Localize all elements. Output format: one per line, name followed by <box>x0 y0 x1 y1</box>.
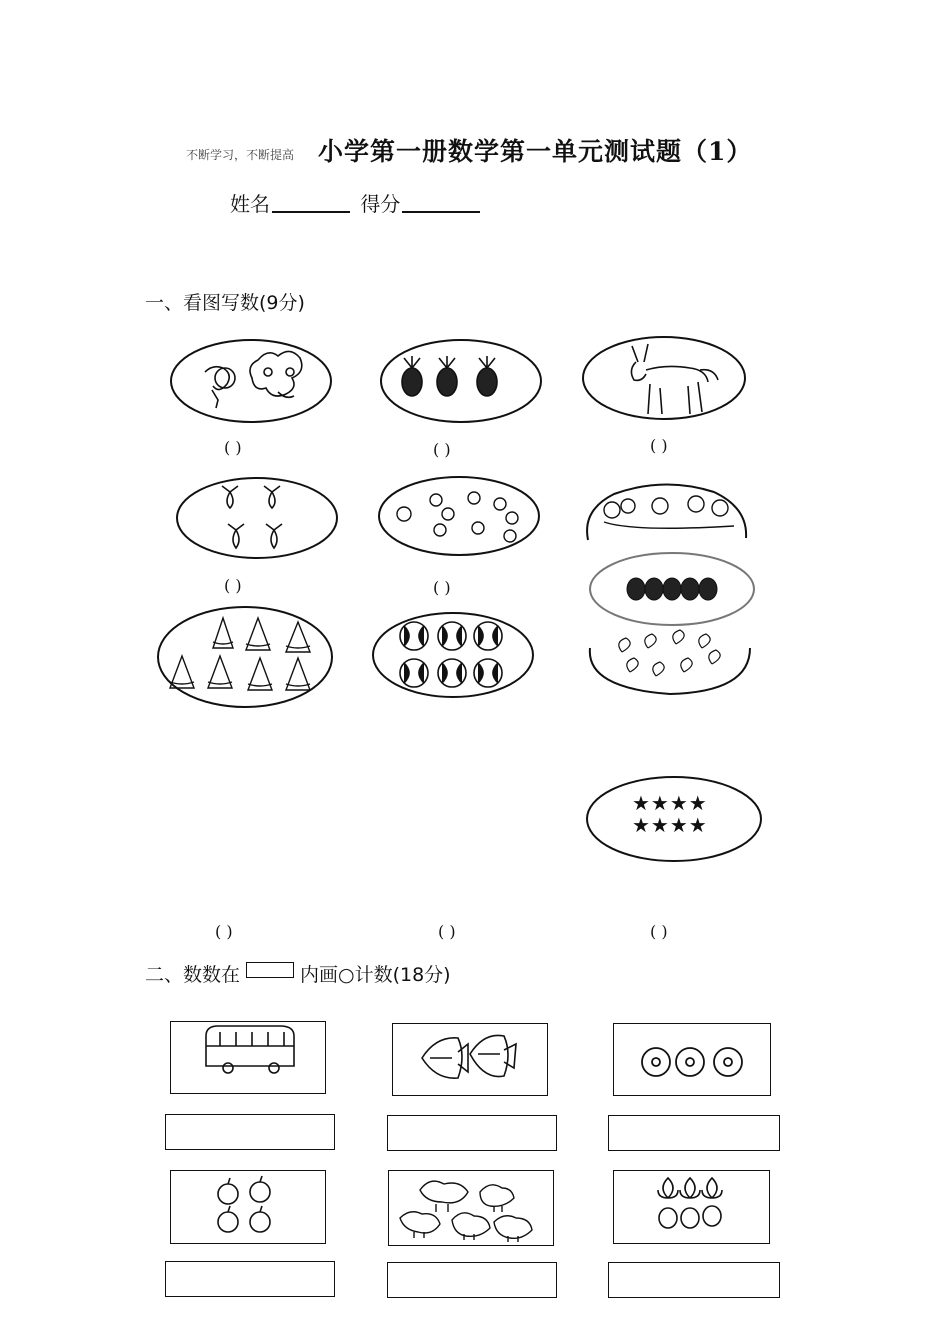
answer-paren[interactable]: ( ) <box>650 436 668 455</box>
corn-icon <box>177 478 337 558</box>
picture-box-peach <box>613 1170 770 1244</box>
inline-box <box>246 962 294 978</box>
star-group <box>632 792 708 836</box>
answer-paren[interactable]: ( ) <box>433 578 451 597</box>
answer-paren[interactable]: ( ) <box>438 922 456 941</box>
brush-icon <box>158 607 332 707</box>
answer-paren[interactable]: ( ) <box>224 576 242 595</box>
section2-heading <box>145 960 451 987</box>
children-icon <box>587 484 746 540</box>
butterfly-icon <box>171 340 331 422</box>
section1-heading: 一、看图写数(9分) <box>145 292 305 314</box>
ball-icon <box>373 613 533 697</box>
pineapple-icon <box>381 340 541 422</box>
section2-heading-before: 二、数数在 <box>145 964 241 986</box>
picture-box-flower <box>613 1023 771 1096</box>
page-title: 小学第一册数学第一单元测试题（1） <box>318 137 753 166</box>
picture-box-bus <box>170 1021 326 1094</box>
picture-box-apple <box>170 1170 326 1244</box>
answer-paren[interactable]: ( ) <box>224 438 242 457</box>
answer-box[interactable] <box>608 1262 780 1298</box>
answer-box[interactable] <box>608 1115 780 1151</box>
star-row-1: ★★★★ <box>632 791 708 815</box>
picture-box-chicken <box>388 1170 554 1246</box>
answer-paren[interactable]: ( ) <box>433 440 451 459</box>
section2-heading-after: 内画○计数(18分) <box>300 964 451 986</box>
answer-box[interactable] <box>387 1115 557 1151</box>
header-note: 不断学习，不断提高 <box>186 148 295 162</box>
score-label: 得分 <box>360 192 401 216</box>
pear-icon <box>590 630 750 694</box>
coin-icon <box>590 553 754 625</box>
star-row-2: ★★★★ <box>632 813 708 837</box>
answer-box[interactable] <box>165 1261 335 1297</box>
snail-icon <box>379 477 539 555</box>
answer-box[interactable] <box>387 1262 557 1298</box>
answer-box[interactable] <box>165 1114 335 1150</box>
name-label: 姓名 <box>230 192 270 216</box>
answer-paren[interactable]: ( ) <box>650 922 668 941</box>
picture-box-fish <box>392 1023 548 1096</box>
donkey-icon <box>583 337 745 419</box>
answer-paren[interactable]: ( ) <box>215 922 233 941</box>
